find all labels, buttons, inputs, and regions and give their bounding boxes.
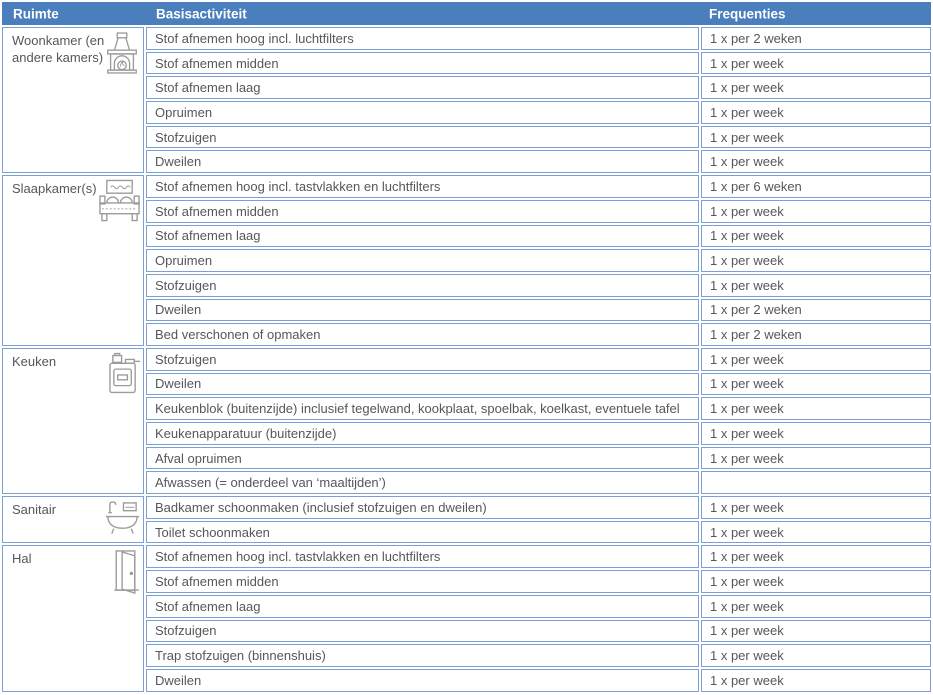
room-cell: [2, 27, 144, 173]
frequency-cell: 1 x per week: [701, 348, 931, 371]
activity-cell: Trap stofzuigen (binnenshuis): [146, 644, 699, 667]
frequency-cell: 1 x per week: [701, 274, 931, 297]
frequency-cell: 1 x per week: [701, 397, 931, 420]
activity-cell: Keukenapparatuur (buitenzijde): [146, 422, 699, 445]
frequency-cell: 1 x per week: [701, 422, 931, 445]
frequency-cell: 1 x per week: [701, 150, 931, 173]
room-cell: [2, 175, 144, 346]
activity-cell: Stofzuigen: [146, 348, 699, 371]
activity-cell: Afwassen (= onderdeel van ‘maaltijden’): [146, 471, 699, 494]
frequency-cell: 1 x per week: [701, 595, 931, 618]
activity-cell: Opruimen: [146, 101, 699, 124]
table-row: [2, 496, 931, 519]
activity-cell: Stof afnemen laag: [146, 595, 699, 618]
frequency-cell: 1 x per 2 weken: [701, 299, 931, 322]
activity-cell: Stof afnemen midden: [146, 200, 699, 223]
frequency-cell: 1 x per week: [701, 76, 931, 99]
room-label: Keuken: [12, 353, 57, 369]
bed-icon: [98, 179, 141, 223]
activity-cell: Toilet schoonmaken: [146, 521, 699, 544]
activity-cell: Dweilen: [146, 150, 699, 173]
table-row: [2, 175, 931, 198]
table-row: [2, 545, 931, 568]
activity-cell: Stofzuigen: [146, 620, 699, 643]
room-label: Sanitair: [12, 502, 57, 518]
frequency-cell: 1 x per week: [701, 200, 931, 223]
header-basisactiviteit: Basisactiviteit: [156, 6, 247, 21]
room-label: Hal: [12, 551, 32, 567]
header-ruimte: Ruimte: [13, 6, 59, 21]
table-header: [2, 2, 931, 25]
frequency-cell: 1 x per week: [701, 545, 931, 568]
activity-cell: Stofzuigen: [146, 274, 699, 297]
activity-cell: Stof afnemen hoog incl. tastvlakken en luchtfilters: [146, 545, 699, 568]
fireplace-icon: [103, 31, 141, 75]
header-row: [2, 2, 931, 25]
room-label: Slaapkamer(s): [12, 181, 97, 197]
room-cell: [2, 496, 144, 543]
activity-cell: Bed verschonen of opmaken: [146, 323, 699, 346]
stove-icon: [108, 352, 141, 395]
room-cell: [2, 348, 144, 494]
activity-cell: Stof afnemen midden: [146, 52, 699, 75]
activity-cell: Stofzuigen: [146, 126, 699, 149]
activity-cell: Dweilen: [146, 669, 699, 692]
activity-cell: Opruimen: [146, 249, 699, 272]
activity-cell: Afval opruimen: [146, 447, 699, 470]
room-cell: [2, 545, 144, 691]
frequency-cell: 1 x per week: [701, 126, 931, 149]
table-row: [2, 348, 931, 371]
frequency-cell: 1 x per week: [701, 101, 931, 124]
activity-cell: Stof afnemen hoog incl. luchtfilters: [146, 27, 699, 50]
activity-cell: Stof afnemen hoog incl. tastvlakken en luchtfilters: [146, 175, 699, 198]
activity-cell: Badkamer schoonmaken (inclusief stofzuigen en dweilen): [146, 496, 699, 519]
door-icon: [113, 549, 141, 595]
activity-cell: Stof afnemen laag: [146, 225, 699, 248]
frequency-cell: 1 x per week: [701, 52, 931, 75]
frequency-cell: 1 x per week: [701, 521, 931, 544]
frequency-cell: 1 x per week: [701, 496, 931, 519]
activity-cell: Dweilen: [146, 299, 699, 322]
header-frequenties: Frequenties: [709, 6, 786, 21]
activity-cell: Stof afnemen midden: [146, 570, 699, 593]
activity-cell: Stof afnemen laag: [146, 76, 699, 99]
activity-cell: Keukenblok (buitenzijde) inclusief tegelwand, kookplaat, spoelbak, koelkast, eventuele tafel: [146, 397, 699, 420]
frequency-cell: 1 x per week: [701, 225, 931, 248]
frequency-cell: 1 x per week: [701, 644, 931, 667]
frequency-cell: 1 x per 2 weken: [701, 27, 931, 50]
frequency-cell: 1 x per 2 weken: [701, 323, 931, 346]
frequency-cell: 1 x per week: [701, 620, 931, 643]
frequency-cell: 1 x per week: [701, 447, 931, 470]
frequency-cell: 1 x per 6 weken: [701, 175, 931, 198]
bathtub-icon: [104, 500, 141, 537]
frequency-cell: 1 x per week: [701, 570, 931, 593]
frequency-cell: 1 x per week: [701, 669, 931, 692]
frequency-cell: [701, 471, 931, 494]
frequency-cell: 1 x per week: [701, 249, 931, 272]
room-label: Woonkamer (en andere kamers): [12, 33, 105, 65]
frequency-cell: 1 x per week: [701, 373, 931, 396]
table-body: [2, 27, 931, 692]
table-row: [2, 27, 931, 50]
activity-cell: Dweilen: [146, 373, 699, 396]
